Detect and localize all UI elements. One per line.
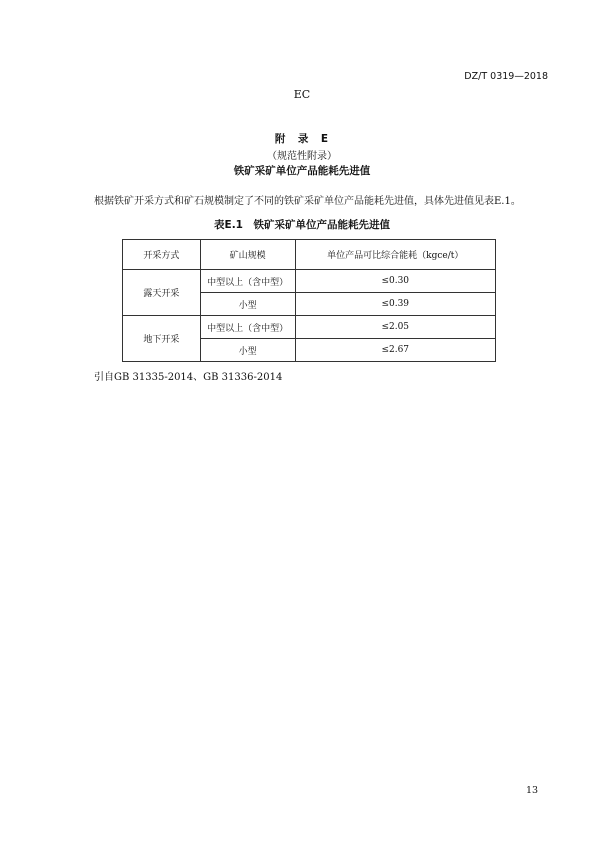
method-cell: 露天开采: [123, 270, 201, 316]
table-header-row: [123, 240, 496, 270]
value-cell: ≤0.39: [295, 293, 496, 316]
appendix-label: 附 录 E: [274, 133, 330, 145]
value-cell: ≤2.05: [295, 316, 496, 339]
source-note: 引自GB 31335-2014、GB 31336-2014: [94, 372, 283, 383]
scale-cell: 中型以上（含中型）: [200, 270, 295, 293]
scale-cell: 小型: [200, 293, 295, 316]
value-cell: ≤2.67: [295, 339, 496, 362]
scale-cell: 中型以上（含中型）: [200, 316, 295, 339]
header-energy-consumption: 单位产品可比综合能耗（kgce/t）: [295, 240, 496, 270]
appendix-title: 铁矿采矿单位产品能耗先进值: [233, 165, 371, 177]
table-caption: 表E.1 铁矿采矿单位产品能耗先进值: [214, 219, 390, 231]
page-mark: EC: [293, 88, 311, 101]
body-paragraph: 根据铁矿开采方式和矿石规模制定了不同的铁矿采矿单位产品能耗先进值，具体先进值见表E.1。: [94, 196, 521, 207]
value-cell: ≤0.30: [295, 270, 496, 293]
appendix-type: （规范性附录）: [267, 151, 337, 162]
table-row: [123, 316, 496, 339]
header-mining-method: 开采方式: [123, 240, 201, 270]
table-row: [123, 270, 496, 293]
scale-cell: 小型: [200, 339, 295, 362]
header-mine-scale: 矿山规模: [200, 240, 295, 270]
method-cell: 地下开采: [123, 316, 201, 362]
page-number: 13: [526, 785, 539, 796]
standard-number: DZ/T 0319—2018: [464, 71, 548, 82]
energy-consumption-table: [122, 239, 496, 362]
